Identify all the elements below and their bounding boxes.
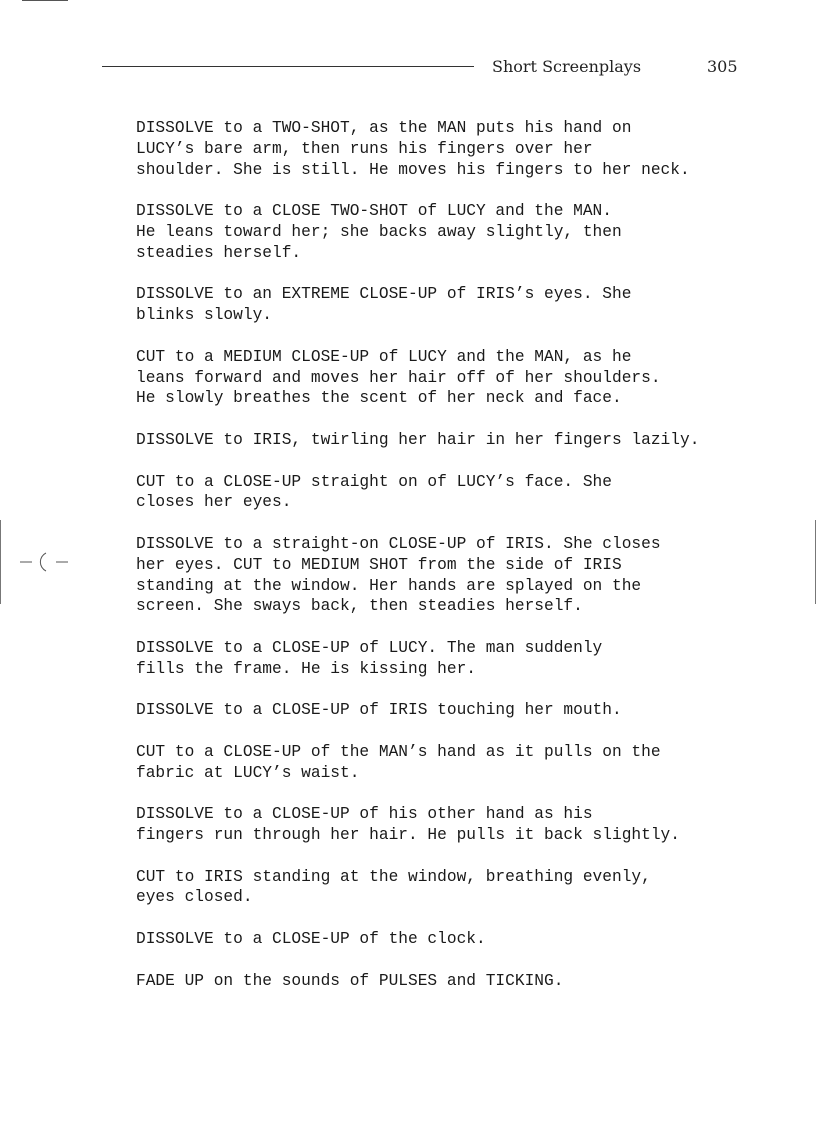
action-paragraph — [136, 867, 716, 909]
text-line: CUT to a MEDIUM CLOSE-UP of LUCY and the MAN, as he — [136, 347, 632, 366]
action-paragraph — [136, 700, 716, 721]
screenplay-body — [136, 118, 716, 1012]
text-line: He leans toward her; she backs away slightly, then — [136, 222, 622, 241]
text-line: standing at the window. Her hands are splayed on the — [136, 576, 642, 595]
text-line: DISSOLVE to a CLOSE-UP of his other hand as his — [136, 805, 593, 824]
text-line: LUCY’s bare arm, then runs his fingers over her — [136, 139, 593, 158]
text-line: shoulder. She is still. He moves his fingers to her neck. — [136, 160, 690, 179]
text-line: He slowly breathes the scent of her neck and face. — [136, 389, 622, 408]
text-line: DISSOLVE to a straight-on CLOSE-UP of IRIS. She closes — [136, 534, 661, 553]
header-rule — [102, 66, 474, 67]
text-line: DISSOLVE to a TWO-SHOT, as the MAN puts his hand on — [136, 119, 632, 137]
text-line: DISSOLVE to a CLOSE-UP of IRIS touching her mouth. — [136, 701, 622, 720]
text-line: DISSOLVE to an EXTREME CLOSE-UP of IRIS’s eyes. She — [136, 285, 632, 304]
text-line: leans forward and moves her hair off of her shoulders. — [136, 368, 661, 387]
text-line: FADE UP on the sounds of PULSES and TICKING. — [136, 971, 564, 990]
text-line: fills the frame. He is kissing her. — [136, 659, 476, 678]
text-line: closes her eyes. — [136, 493, 292, 512]
action-paragraph — [136, 929, 716, 950]
text-line: eyes closed. — [136, 888, 253, 907]
action-paragraph — [136, 534, 716, 617]
action-paragraph — [136, 742, 716, 784]
action-paragraph — [136, 118, 716, 180]
text-line: blinks slowly. — [136, 306, 272, 325]
action-paragraph — [136, 201, 716, 263]
text-line: fingers run through her hair. He pulls it back slightly. — [136, 826, 680, 845]
action-paragraph — [136, 430, 716, 451]
action-paragraph — [136, 284, 716, 326]
text-line: CUT to IRIS standing at the window, breathing evenly, — [136, 867, 651, 886]
text-line: her eyes. CUT to MEDIUM SHOT from the side of IRIS — [136, 555, 622, 574]
trim-mark-left — [0, 520, 1, 604]
action-paragraph — [136, 638, 716, 680]
text-line: screen. She sways back, then steadies herself. — [136, 597, 583, 616]
action-paragraph — [136, 347, 716, 409]
text-line: CUT to a CLOSE-UP of the MAN’s hand as it pulls on the — [136, 742, 661, 761]
text-line: DISSOLVE to a CLOSE TWO-SHOT of LUCY and the MAN. — [136, 202, 612, 221]
action-paragraph — [136, 804, 716, 846]
text-line: DISSOLVE to a CLOSE-UP of LUCY. The man suddenly — [136, 638, 603, 657]
registration-mark-icon — [20, 550, 68, 574]
action-paragraph — [136, 472, 716, 514]
crop-mark-top — [22, 0, 68, 1]
running-header-title: Short Screenplays — [492, 57, 642, 76]
page-number: 305 — [707, 57, 738, 76]
action-paragraph — [136, 971, 716, 992]
text-line: steadies herself. — [136, 243, 302, 262]
text-line: DISSOLVE to a CLOSE-UP of the clock. — [136, 930, 486, 949]
text-line: fabric at LUCY’s waist. — [136, 763, 360, 782]
text-line: DISSOLVE to IRIS, twirling her hair in her fingers lazily. — [136, 430, 700, 449]
text-line: CUT to a CLOSE-UP straight on of LUCY’s face. She — [136, 472, 612, 491]
